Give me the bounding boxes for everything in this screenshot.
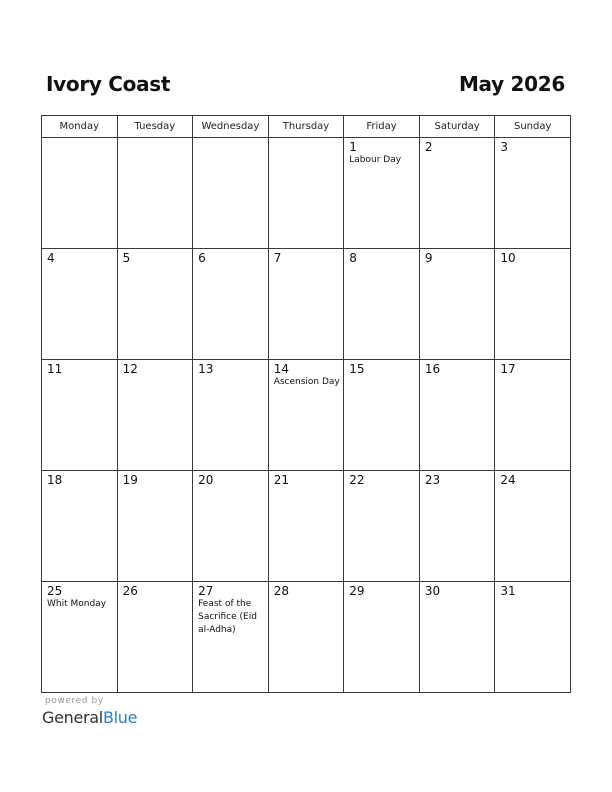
day-cell bbox=[495, 249, 571, 360]
day-cell bbox=[42, 249, 118, 360]
day-cell bbox=[193, 582, 269, 693]
day-number: 22 bbox=[349, 473, 365, 487]
weekday-header: Sunday bbox=[495, 116, 571, 138]
day-cell bbox=[193, 249, 269, 360]
day-cell bbox=[344, 360, 420, 471]
day-number: 6 bbox=[198, 251, 206, 265]
holiday-label: Whit Monday bbox=[47, 599, 107, 609]
day-number: 9 bbox=[424, 251, 433, 265]
day-number: 5 bbox=[122, 251, 131, 265]
empty-day-cell bbox=[268, 138, 344, 249]
day-cell bbox=[193, 360, 269, 471]
day-number: 18 bbox=[47, 473, 63, 487]
weekday-header: Monday bbox=[42, 116, 118, 138]
day-number: 7 bbox=[273, 251, 282, 265]
day-number: 8 bbox=[349, 251, 357, 265]
day-cell bbox=[419, 360, 495, 471]
day-number: 3 bbox=[500, 140, 509, 154]
day-number: 12 bbox=[122, 362, 138, 376]
week-row bbox=[42, 471, 571, 582]
day-number: 20 bbox=[198, 473, 214, 487]
day-cell bbox=[117, 582, 193, 693]
weekday-header: Wednesday bbox=[193, 116, 269, 138]
day-cell bbox=[495, 360, 571, 471]
day-number: 24 bbox=[500, 473, 516, 487]
brand-blue-text: Blue bbox=[102, 708, 138, 727]
weekday-header: Tuesday bbox=[117, 116, 193, 138]
day-cell bbox=[117, 471, 193, 582]
day-number: 26 bbox=[122, 584, 138, 598]
day-number: 11 bbox=[47, 362, 63, 376]
week-row bbox=[42, 138, 571, 249]
empty-day-cell bbox=[117, 138, 193, 249]
day-number: 28 bbox=[273, 584, 289, 598]
day-number: 2 bbox=[424, 140, 433, 154]
country-title: Ivory Coast bbox=[46, 72, 171, 96]
month-year-title: May 2026 bbox=[458, 72, 565, 96]
day-cell bbox=[268, 582, 344, 693]
day-cell bbox=[495, 582, 571, 693]
day-cell bbox=[419, 249, 495, 360]
day-number: 25 bbox=[47, 584, 63, 598]
day-number: 30 bbox=[424, 584, 441, 598]
day-cell bbox=[42, 582, 118, 693]
weekday-header-row bbox=[42, 116, 571, 138]
day-cell bbox=[268, 360, 344, 471]
powered-by-text: powered by bbox=[45, 696, 104, 706]
footer-branding bbox=[42, 696, 137, 728]
day-number: 4 bbox=[47, 251, 55, 265]
holiday-label: Ascension Day bbox=[273, 377, 340, 387]
calendar-grid bbox=[41, 115, 571, 693]
day-cell bbox=[419, 582, 495, 693]
day-cell bbox=[344, 582, 420, 693]
day-number: 15 bbox=[349, 362, 365, 376]
day-number: 31 bbox=[500, 584, 516, 598]
day-cell bbox=[495, 138, 571, 249]
week-row bbox=[42, 360, 571, 471]
week-row bbox=[42, 582, 571, 693]
day-cell bbox=[117, 249, 193, 360]
week-row bbox=[42, 249, 571, 360]
day-number: 17 bbox=[500, 362, 516, 376]
brand-general-text: General bbox=[42, 708, 103, 727]
day-number: 23 bbox=[424, 473, 441, 487]
day-number: 10 bbox=[500, 251, 516, 265]
day-number: 27 bbox=[198, 584, 214, 598]
weekday-header: Thursday bbox=[268, 116, 344, 138]
day-cell bbox=[344, 249, 420, 360]
day-cell bbox=[42, 471, 118, 582]
day-number: 19 bbox=[122, 473, 138, 487]
day-cell bbox=[117, 360, 193, 471]
day-number: 16 bbox=[424, 362, 441, 376]
holiday-label: Labour Day bbox=[349, 155, 402, 165]
day-cell bbox=[344, 471, 420, 582]
day-cell bbox=[268, 249, 344, 360]
day-number: 13 bbox=[198, 362, 214, 376]
day-cell bbox=[268, 471, 344, 582]
day-cell bbox=[193, 471, 269, 582]
day-cell bbox=[495, 471, 571, 582]
day-cell bbox=[42, 360, 118, 471]
holiday-label: Feast of the Sacrifice (Eid al-Adha) bbox=[198, 599, 257, 635]
day-cell bbox=[344, 138, 420, 249]
day-cell bbox=[419, 471, 495, 582]
empty-day-cell bbox=[193, 138, 269, 249]
generalblue-logo[interactable] bbox=[42, 708, 137, 728]
weekday-header: Friday bbox=[344, 116, 420, 138]
weekday-header: Saturday bbox=[419, 116, 495, 138]
day-cell bbox=[419, 138, 495, 249]
day-number: 1 bbox=[349, 140, 357, 154]
empty-day-cell bbox=[42, 138, 118, 249]
day-number: 29 bbox=[349, 584, 365, 598]
day-number: 14 bbox=[273, 362, 289, 376]
day-number: 21 bbox=[273, 473, 289, 487]
